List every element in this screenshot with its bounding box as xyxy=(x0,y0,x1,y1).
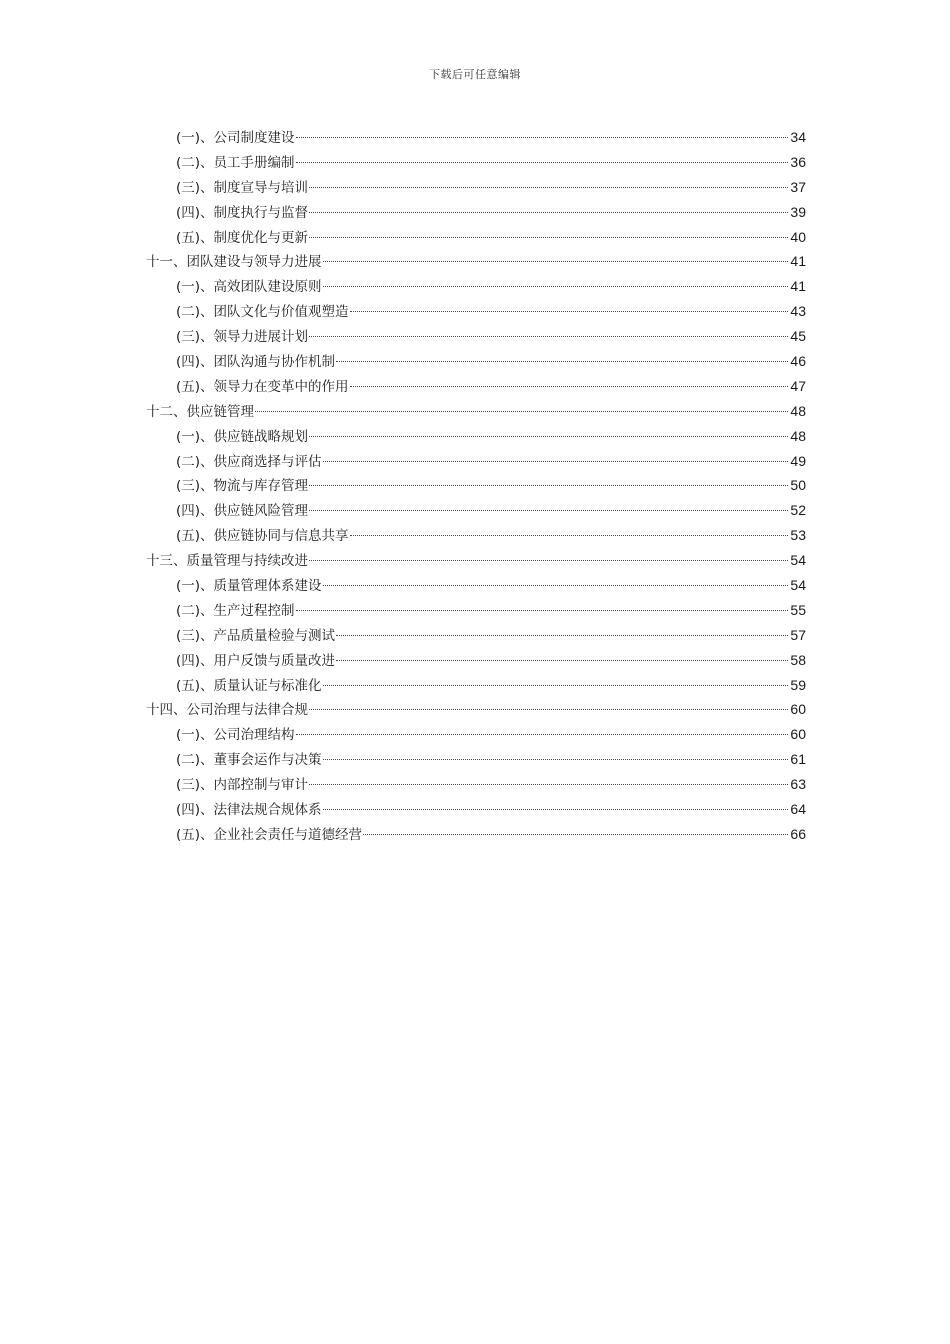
toc-entry-title: (二)、团队文化与价值观塑造 xyxy=(176,304,349,321)
toc-page-number: 53 xyxy=(790,527,806,544)
toc-dot-leader xyxy=(309,560,788,561)
table-of-contents xyxy=(146,125,806,847)
page-header: 下载后可任意编辑 xyxy=(429,68,521,81)
toc-entry-title: (四)、法律法规合规体系 xyxy=(176,802,322,819)
toc-section-entry[interactable] xyxy=(146,175,806,200)
toc-page-number: 64 xyxy=(790,801,806,818)
toc-section-entry[interactable] xyxy=(146,225,806,250)
toc-section-entry[interactable] xyxy=(146,150,806,175)
toc-entry-title: (一)、供应链战略规划 xyxy=(176,428,309,445)
toc-dot-leader xyxy=(309,212,788,213)
toc-chapter-entry[interactable] xyxy=(146,249,806,274)
toc-section-entry[interactable] xyxy=(146,424,806,449)
toc-page-number: 48 xyxy=(790,402,806,419)
toc-dot-leader xyxy=(363,834,788,835)
toc-section-entry[interactable] xyxy=(146,449,806,474)
toc-page-number: 43 xyxy=(790,303,806,320)
toc-page-number: 54 xyxy=(790,552,806,569)
toc-page-number: 34 xyxy=(790,129,806,145)
toc-chapter-entry[interactable] xyxy=(146,548,806,573)
toc-entry-title: (二)、生产过程控制 xyxy=(176,602,295,619)
toc-page-number: 60 xyxy=(790,726,806,743)
toc-section-entry[interactable] xyxy=(146,498,806,523)
toc-entry-title: (五)、供应链协同与信息共享 xyxy=(176,528,349,545)
toc-dot-leader xyxy=(336,635,788,636)
toc-entry-title: (四)、用户反馈与质量改进 xyxy=(176,652,336,669)
toc-dot-leader xyxy=(309,709,788,710)
toc-section-entry[interactable] xyxy=(146,673,806,698)
toc-section-entry[interactable] xyxy=(146,200,806,225)
toc-page-number: 41 xyxy=(790,253,806,270)
toc-entry-title: (四)、供应链风险管理 xyxy=(176,503,309,520)
toc-entry-title: (三)、领导力进展计划 xyxy=(176,329,309,346)
toc-entry-title: (三)、制度宣导与培训 xyxy=(176,179,309,196)
toc-page-number: 61 xyxy=(790,751,806,768)
toc-page-number: 36 xyxy=(790,153,806,170)
toc-dot-leader xyxy=(336,660,788,661)
toc-entry-title: (三)、内部控制与审计 xyxy=(176,777,309,794)
toc-entry-title: 十一、团队建设与领导力进展 xyxy=(146,254,322,271)
toc-page-number: 41 xyxy=(790,278,806,295)
toc-section-entry[interactable] xyxy=(146,299,806,324)
toc-page-number: 45 xyxy=(790,328,806,345)
toc-page-number: 49 xyxy=(790,452,806,469)
toc-dot-leader xyxy=(309,510,788,511)
toc-dot-leader xyxy=(323,286,789,287)
toc-dot-leader xyxy=(350,311,789,312)
toc-page-number: 48 xyxy=(790,427,806,444)
toc-section-entry[interactable] xyxy=(146,623,806,648)
toc-page-number: 39 xyxy=(790,203,806,220)
toc-dot-leader xyxy=(323,759,789,760)
toc-entry-title: (五)、制度优化与更新 xyxy=(176,229,309,246)
toc-page-number: 66 xyxy=(790,825,806,842)
toc-entry-title: (三)、物流与库存管理 xyxy=(176,478,309,495)
toc-dot-leader xyxy=(323,585,789,586)
toc-chapter-entry[interactable] xyxy=(146,399,806,424)
toc-dot-leader xyxy=(350,386,789,387)
toc-dot-leader xyxy=(296,734,789,735)
toc-page-number: 46 xyxy=(790,353,806,370)
toc-page-number: 54 xyxy=(790,577,806,594)
toc-section-entry[interactable] xyxy=(146,598,806,623)
toc-dot-leader xyxy=(255,411,788,412)
toc-entry-title: (一)、公司制度建设 xyxy=(176,130,295,146)
toc-dot-leader xyxy=(309,336,788,337)
toc-entry-title: (五)、质量认证与标准化 xyxy=(176,677,322,694)
toc-dot-leader xyxy=(309,187,788,188)
toc-entry-title: (四)、团队沟通与协作机制 xyxy=(176,354,336,371)
toc-page-number: 52 xyxy=(790,502,806,519)
toc-dot-leader xyxy=(336,361,788,362)
toc-page-number: 37 xyxy=(790,178,806,195)
toc-dot-leader xyxy=(323,809,789,810)
toc-section-entry[interactable] xyxy=(146,772,806,797)
toc-dot-leader xyxy=(309,485,788,486)
toc-dot-leader xyxy=(323,261,789,262)
toc-page-number: 63 xyxy=(790,776,806,793)
toc-dot-leader xyxy=(296,162,789,163)
toc-section-entry[interactable] xyxy=(146,473,806,498)
toc-entry-title: (二)、供应商选择与评估 xyxy=(176,453,322,470)
toc-entry-title: (一)、高效团队建设原则 xyxy=(176,279,322,296)
toc-entry-title: (二)、董事会运作与决策 xyxy=(176,752,322,769)
toc-dot-leader xyxy=(309,436,788,437)
toc-section-entry[interactable] xyxy=(146,573,806,598)
toc-page-number: 47 xyxy=(790,377,806,394)
toc-section-entry[interactable] xyxy=(146,125,806,150)
toc-entry-title: 十三、质量管理与持续改进 xyxy=(146,553,308,570)
toc-entry-title: 十四、公司治理与法律合规 xyxy=(146,702,308,719)
toc-dot-leader xyxy=(350,535,789,536)
toc-section-entry[interactable] xyxy=(146,324,806,349)
toc-section-entry[interactable] xyxy=(146,274,806,299)
toc-section-entry[interactable] xyxy=(146,797,806,822)
toc-page-number: 60 xyxy=(790,701,806,718)
toc-entry-title: (一)、公司治理结构 xyxy=(176,727,295,744)
toc-page-number: 50 xyxy=(790,477,806,494)
toc-dot-leader xyxy=(296,137,789,138)
toc-entry-title: (五)、领导力在变革中的作用 xyxy=(176,378,349,395)
toc-entry-title: (二)、员工手册编制 xyxy=(176,154,295,171)
toc-section-entry[interactable] xyxy=(146,523,806,548)
toc-page-number: 40 xyxy=(790,228,806,245)
toc-dot-leader xyxy=(309,784,788,785)
toc-section-entry[interactable] xyxy=(146,722,806,747)
toc-dot-leader xyxy=(323,461,789,462)
toc-page-number: 58 xyxy=(790,651,806,668)
toc-entry-title: 十二、供应链管理 xyxy=(146,403,254,420)
toc-dot-leader xyxy=(296,610,789,611)
toc-entry-title: (三)、产品质量检验与测试 xyxy=(176,627,336,644)
toc-entry-title: (一)、质量管理体系建设 xyxy=(176,578,322,595)
toc-section-entry[interactable] xyxy=(146,374,806,399)
toc-section-entry[interactable] xyxy=(146,648,806,673)
toc-entry-title: (四)、制度执行与监督 xyxy=(176,204,309,221)
toc-entry-title: (五)、企业社会责任与道德经营 xyxy=(176,826,363,843)
toc-dot-leader xyxy=(309,237,788,238)
toc-section-entry[interactable] xyxy=(146,747,806,772)
toc-page-number: 57 xyxy=(790,626,806,643)
toc-chapter-entry[interactable] xyxy=(146,697,806,722)
toc-page-number: 55 xyxy=(790,601,806,618)
toc-dot-leader xyxy=(323,685,789,686)
toc-section-entry[interactable] xyxy=(146,349,806,374)
toc-section-entry[interactable] xyxy=(146,822,806,847)
toc-page-number: 59 xyxy=(790,676,806,693)
